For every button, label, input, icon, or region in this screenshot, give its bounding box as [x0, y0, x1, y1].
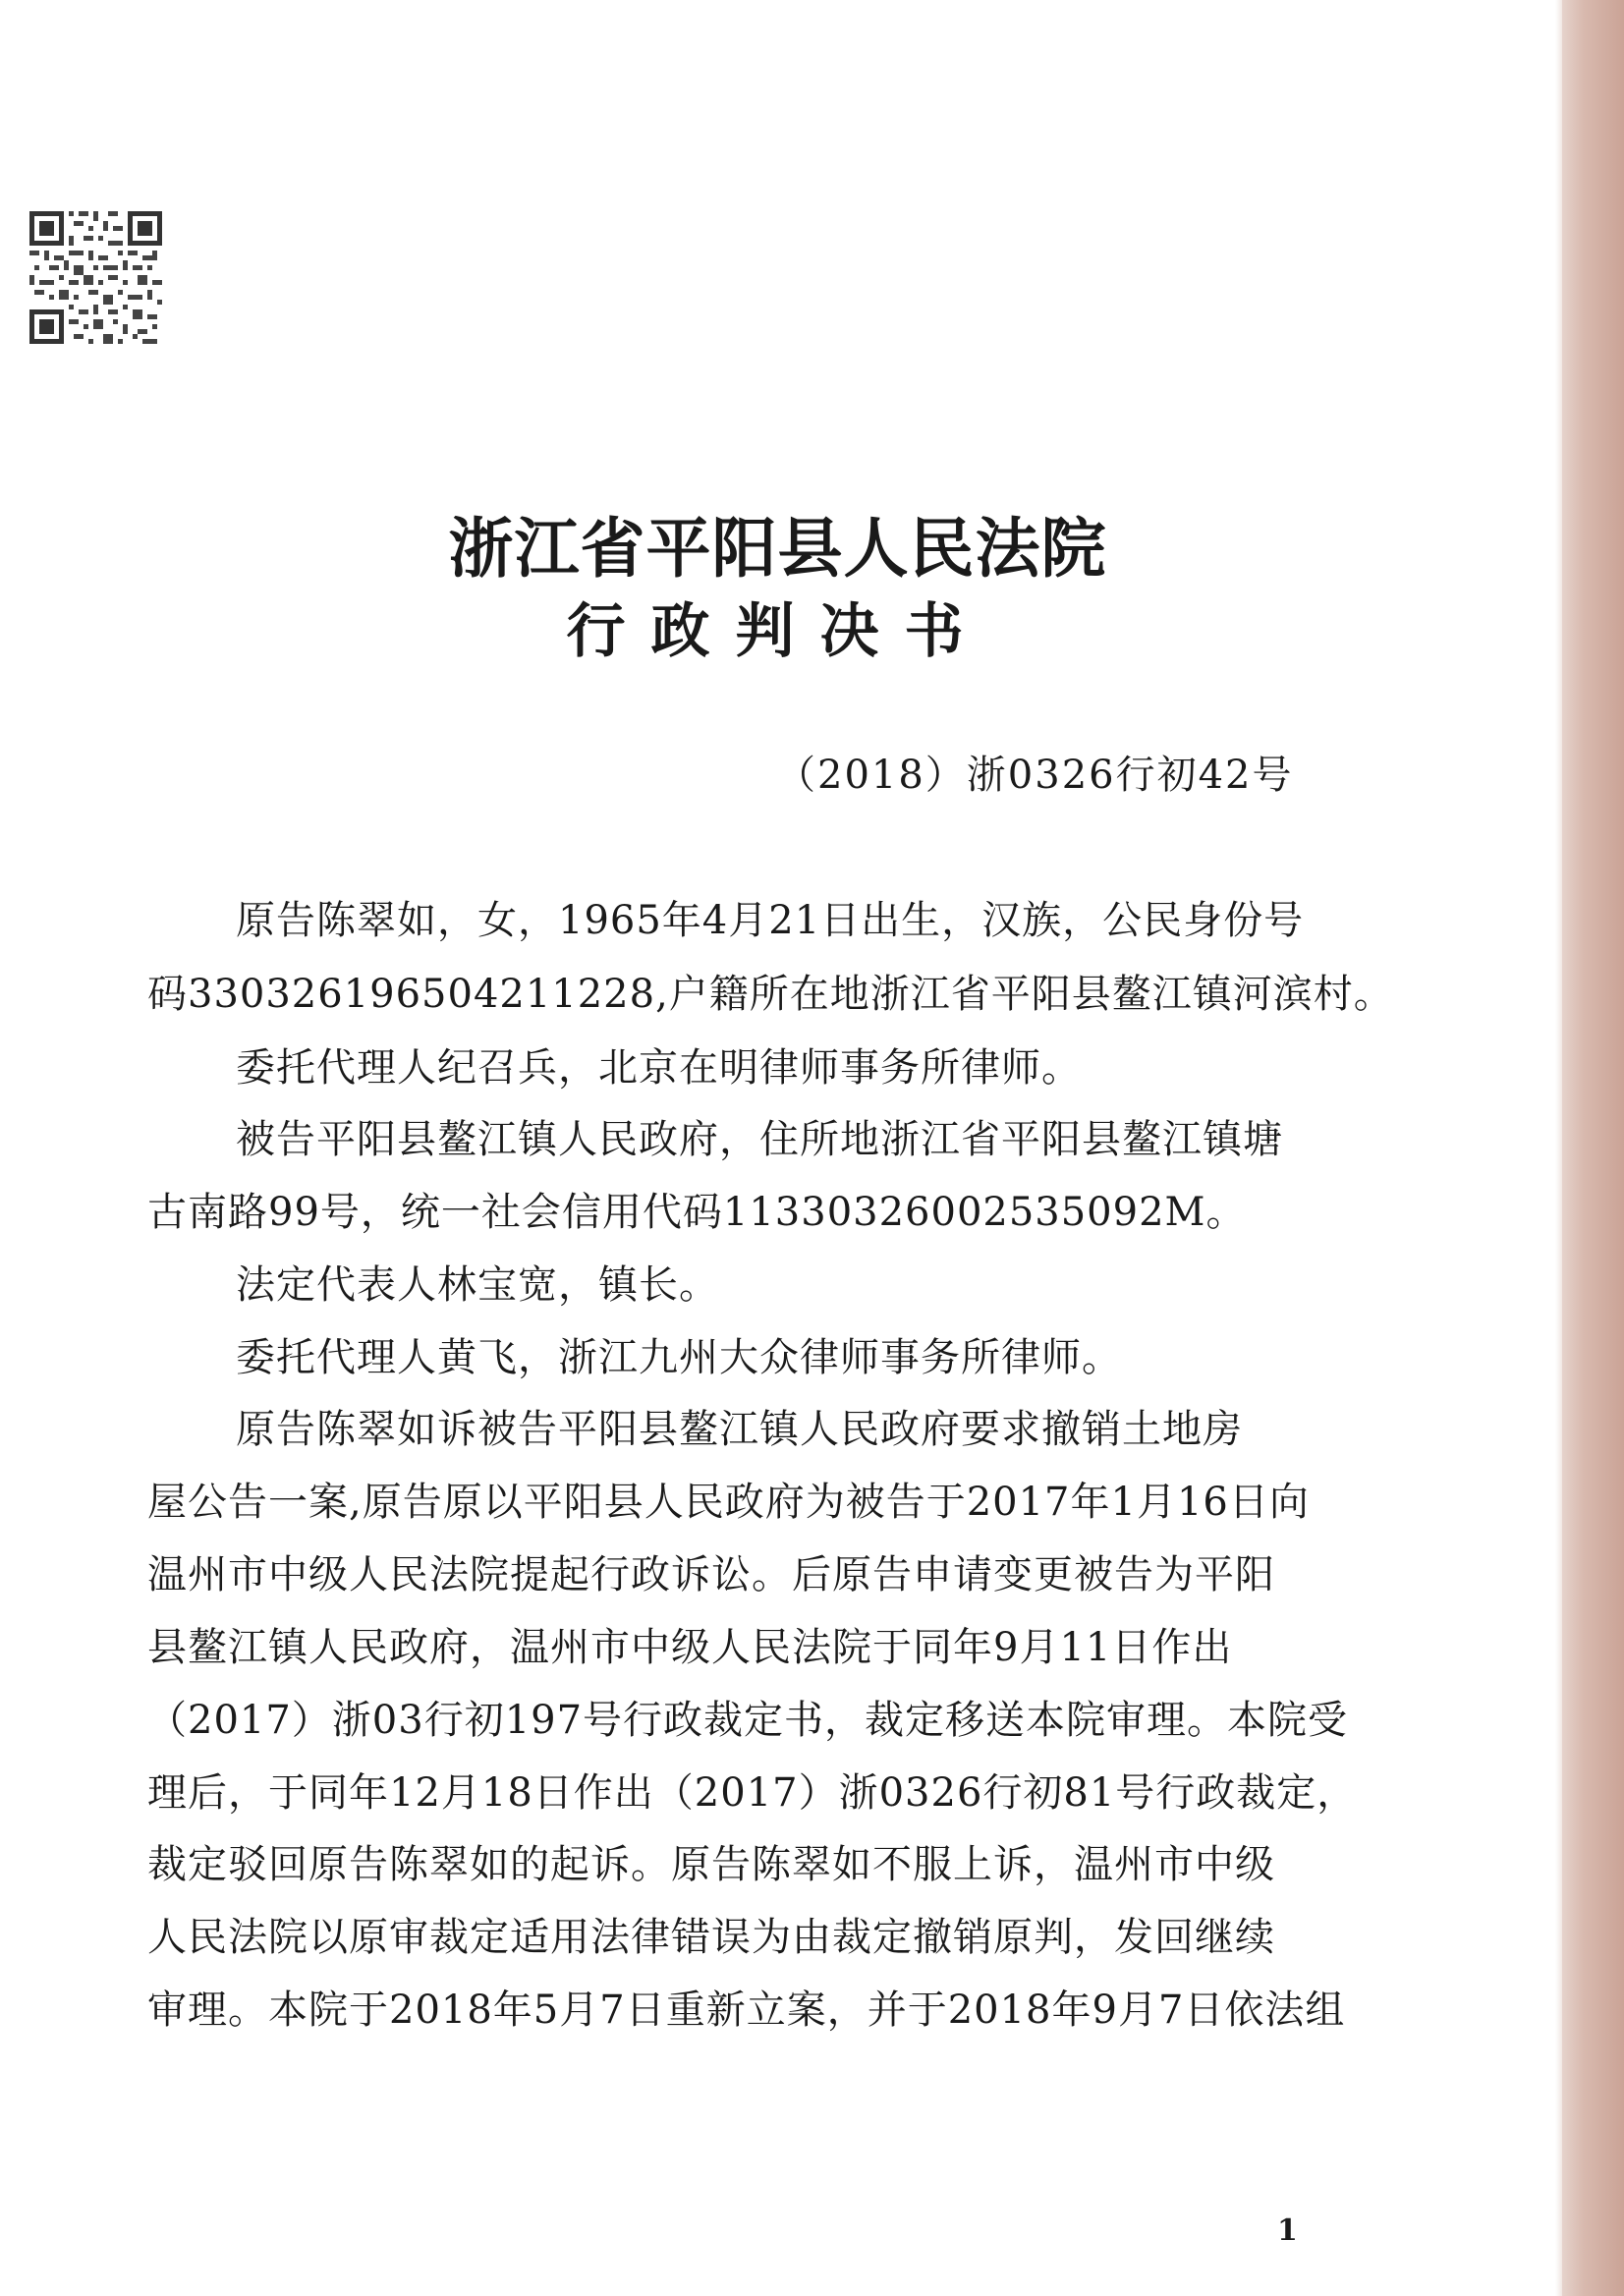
- body-line: 屋公告一案,原告原以平阳县人民政府为被告于2017年1月16日向: [147, 1480, 1310, 1525]
- body-line: 理后，于同年12月18日作出（2017）浙0326行初81号行政裁定，: [147, 1770, 1358, 1816]
- body-line: 裁定驳回原告陈翠如的起诉。原告陈翠如不服上诉，温州市中级: [147, 1842, 1275, 1887]
- court-name: 浙江省平阳县人民法院: [448, 510, 1107, 587]
- document-type-title: 行政判决书: [566, 597, 989, 666]
- page-number: 1: [1277, 2213, 1298, 2248]
- body-line: 古南路99号，统一社会信用代码11330326002535092M。: [147, 1190, 1247, 1235]
- body-line: 温州市中级人民法院提起行政诉讼。后原告申请变更被告为平阳: [147, 1552, 1275, 1597]
- body-line: 委托代理人黄飞，浙江九州大众律师事务所律师。: [236, 1335, 1122, 1380]
- body-line: 人民法院以原审裁定适用法律错误为由裁定撤销原判，发回继续: [147, 1915, 1275, 1960]
- body-line: 码330326196504211228,户籍所在地浙江省平阳县鳌江镇河滨村。: [147, 972, 1394, 1017]
- qr-code-icon: [29, 211, 162, 344]
- body-line: 原告陈翠如诉被告平阳县鳌江镇人民政府要求撤销土地房: [236, 1407, 1243, 1452]
- binding-strip: [1562, 0, 1624, 2296]
- case-number: （2018）浙0326行初42号: [776, 753, 1294, 798]
- body-line: 委托代理人纪召兵，北京在明律师事务所律师。: [236, 1045, 1082, 1091]
- body-line: 县鳌江镇人民政府，温州市中级人民法院于同年9月11日作出: [147, 1625, 1233, 1670]
- body-line: 原告陈翠如，女，1965年4月21日出生，汉族，公民身份号: [236, 898, 1305, 943]
- body-line: 审理。本院于2018年5月7日重新立案，并于2018年9月7日依法组: [147, 1988, 1346, 2033]
- body-line: （2017）浙03行初197号行政裁定书，裁定移送本院审理。本院受: [147, 1698, 1349, 1743]
- body-line: 被告平阳县鳌江镇人民政府，住所地浙江省平阳县鳌江镇塘: [236, 1117, 1283, 1162]
- body-line: 法定代表人林宝宽，镇长。: [236, 1262, 719, 1308]
